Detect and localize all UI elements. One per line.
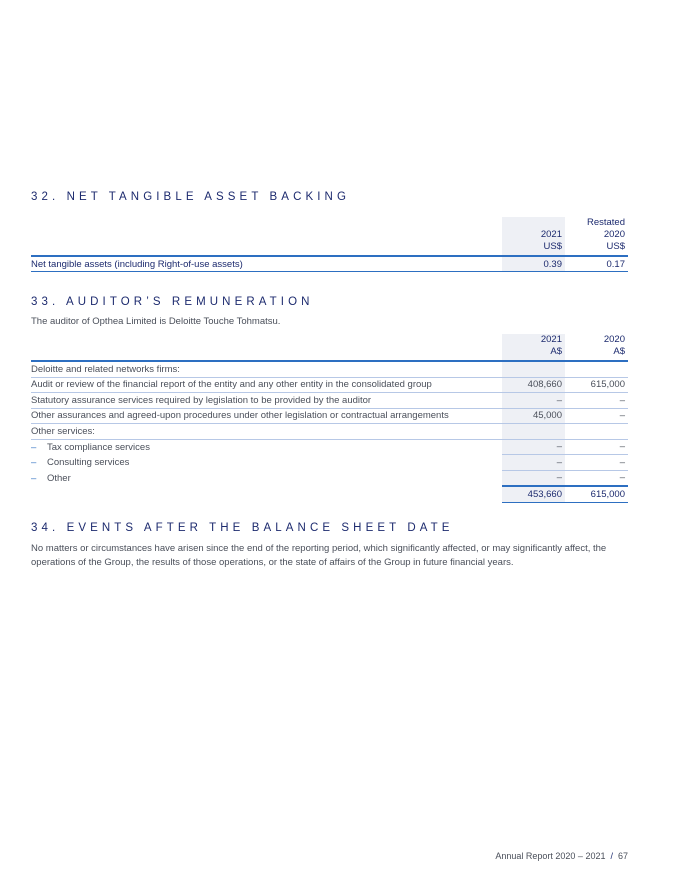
table-row <box>31 424 628 440</box>
auditor-intro-text: The auditor of Opthea Limited is Deloitte Touche Tohmatsu. <box>31 316 281 327</box>
net-tangible-asset-table <box>31 217 628 272</box>
table-header-row <box>31 217 628 229</box>
list-dash: – <box>31 456 37 468</box>
section-33-title: 33. AUDITOR’S REMUNERATION <box>31 296 314 308</box>
col-header-currency-2020: US$ <box>565 241 628 256</box>
value-2020: – <box>565 439 628 455</box>
table-row <box>31 455 628 471</box>
table-row <box>31 439 628 455</box>
value-2020: – <box>565 393 628 409</box>
list-dash: – <box>31 472 37 484</box>
value-2021: 45,000 <box>502 408 565 424</box>
list-dash: – <box>31 441 37 453</box>
col-header-currency-2021: A$ <box>502 346 565 361</box>
table-row <box>31 361 628 377</box>
col-header-2020: 2020 <box>603 229 625 240</box>
value-2021: – <box>502 393 565 409</box>
row-label: Audit or review of the financial report of the entity and any other entity in the consolidated group <box>31 377 502 393</box>
total-2021: 453,660 <box>502 486 565 503</box>
auditor-remuneration-table <box>31 334 628 503</box>
col-header-2020: 2020 <box>603 334 625 345</box>
col-header-currency-2020: A$ <box>565 346 628 361</box>
value-2021 <box>502 361 565 377</box>
value-2020: 0.17 <box>565 256 628 272</box>
row-label: Other assurances and agreed-upon procedures under other legislation or contractual arrangements <box>31 408 502 424</box>
value-2021: – <box>502 455 565 471</box>
value-2021: – <box>502 439 565 455</box>
value-2020: – <box>565 408 628 424</box>
row-label: Other services: <box>31 424 502 440</box>
value-2021: – <box>502 470 565 486</box>
section-32-title: 32. NET TANGIBLE ASSET BACKING <box>31 191 350 203</box>
value-2021: 408,660 <box>502 377 565 393</box>
value-2020 <box>565 361 628 377</box>
value-2021: 0.39 <box>502 256 565 272</box>
footer-report-title: Annual Report 2020 – 2021 <box>495 851 606 861</box>
table-header-row <box>31 334 628 346</box>
row-label: Deloitte and related networks firms: <box>31 361 502 377</box>
events-paragraph: No matters or circumstances have arisen since the end of the reporting period, which significantly affected, or may significantly affect, the operations of the Group, the results of those operations, or the state of affairs of the Group in future financial years. <box>31 543 607 568</box>
row-label: Statutory assurance services required by legislation to be provided by the auditor <box>31 393 502 409</box>
table-header-row <box>31 229 628 241</box>
col-header-2021: 2021 <box>502 229 565 241</box>
table-row <box>31 470 628 486</box>
col-header-restated: Restated <box>586 217 625 228</box>
table-row <box>31 393 628 409</box>
value-2020: – <box>565 455 628 471</box>
table-header-row <box>31 346 628 361</box>
page-number: 67 <box>617 851 628 861</box>
col-header-currency-2021: US$ <box>502 241 565 256</box>
value-2021 <box>502 424 565 440</box>
value-2020: – <box>565 470 628 486</box>
table-row <box>31 408 628 424</box>
value-2020 <box>565 424 628 440</box>
row-label: Tax compliance services <box>47 441 150 453</box>
row-label: Other <box>47 472 71 484</box>
total-2020: 615,000 <box>565 486 628 503</box>
table-total-row <box>31 486 628 503</box>
table-row <box>31 377 628 393</box>
table-header-row <box>31 241 628 256</box>
footer-separator: / <box>610 851 613 861</box>
row-label: Net tangible assets (including Right-of-use assets) <box>31 256 502 272</box>
col-header-2021: 2021 <box>502 334 565 346</box>
row-label: Consulting services <box>47 456 130 468</box>
section-34-title: 34. EVENTS AFTER THE BALANCE SHEET DATE <box>31 522 454 534</box>
page-footer <box>495 851 628 861</box>
value-2020: 615,000 <box>565 377 628 393</box>
table-row <box>31 256 628 272</box>
